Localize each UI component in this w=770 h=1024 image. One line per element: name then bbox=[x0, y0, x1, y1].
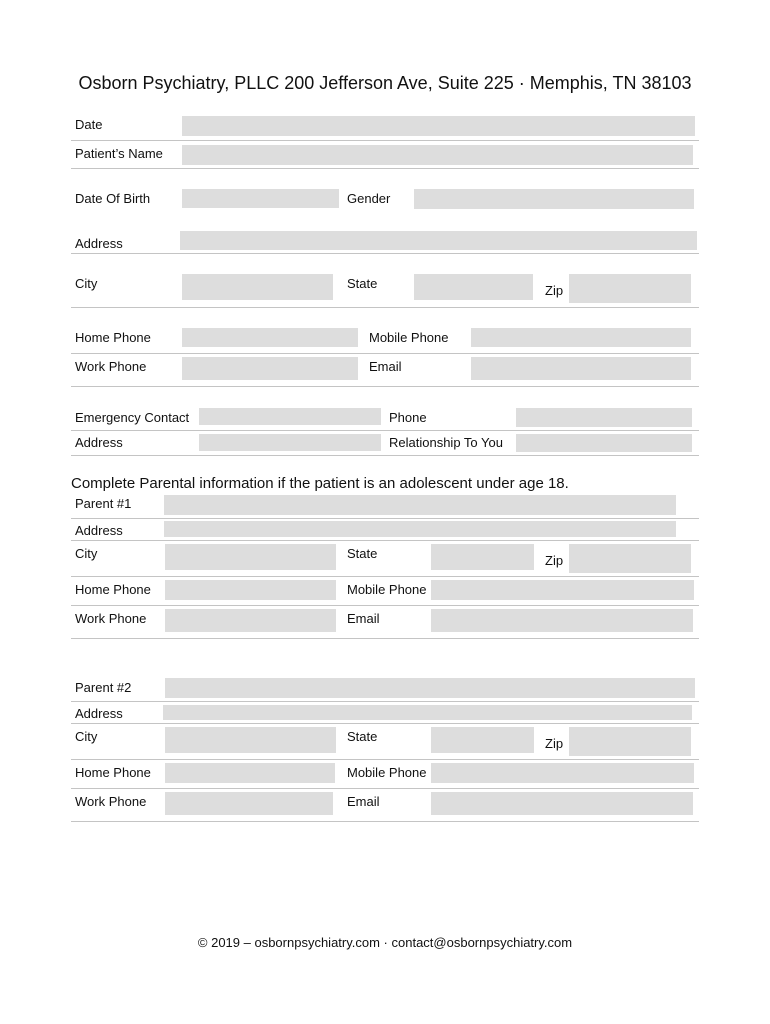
parental-note: Complete Parental information if the patient is an adolescent under age 18. bbox=[71, 475, 569, 492]
divider bbox=[71, 821, 699, 822]
gender-label: Gender bbox=[347, 191, 391, 206]
emergency-phone-field[interactable] bbox=[516, 408, 692, 427]
emergency-phone-label: Phone bbox=[389, 410, 427, 425]
gender-field[interactable] bbox=[414, 189, 694, 209]
divider bbox=[71, 605, 699, 606]
emergency-contact-label: Emergency Contact bbox=[75, 410, 190, 425]
parent2-address-field[interactable] bbox=[163, 705, 692, 720]
divider bbox=[71, 140, 699, 141]
divider bbox=[71, 307, 699, 308]
parent1-zip-field[interactable] bbox=[569, 544, 691, 573]
address-field[interactable] bbox=[180, 231, 697, 250]
divider bbox=[71, 540, 699, 541]
parent2-address-label: Address bbox=[75, 706, 123, 721]
parent2-work-phone-label: Work Phone bbox=[75, 794, 147, 809]
parent1-label: Parent #1 bbox=[75, 496, 132, 511]
page-title: Osborn Psychiatry, PLLC 200 Jefferson Ave, Suite 225 · Memphis, TN 38103 bbox=[78, 73, 692, 93]
parent1-name-field[interactable] bbox=[164, 495, 676, 515]
divider bbox=[71, 701, 699, 702]
work-phone-label: Work Phone bbox=[75, 359, 147, 374]
divider bbox=[71, 430, 699, 431]
parent1-address-label: Address bbox=[75, 523, 123, 538]
parent2-work-phone-field[interactable] bbox=[165, 792, 333, 815]
parent1-email-label: Email bbox=[347, 611, 380, 626]
divider bbox=[71, 168, 699, 169]
parent1-mobile-phone-field[interactable] bbox=[431, 580, 694, 600]
parent1-home-phone-field[interactable] bbox=[165, 580, 336, 600]
parent2-label: Parent #2 bbox=[75, 680, 132, 695]
parent2-email-field[interactable] bbox=[431, 792, 693, 815]
mobile-phone-field[interactable] bbox=[471, 328, 691, 347]
parent1-city-label: City bbox=[75, 546, 98, 561]
divider bbox=[71, 759, 699, 760]
home-phone-field[interactable] bbox=[182, 328, 358, 347]
parent1-state-label: State bbox=[347, 546, 378, 561]
emergency-contact-field[interactable] bbox=[199, 408, 381, 425]
footer-text: © 2019 – osbornpsychiatry.com · contact@osbornpsychiatry.com bbox=[197, 935, 573, 950]
parent2-city-label: City bbox=[75, 729, 98, 744]
divider bbox=[71, 576, 699, 577]
emergency-address-field[interactable] bbox=[199, 434, 381, 451]
parent2-mobile-phone-label: Mobile Phone bbox=[347, 765, 427, 780]
divider bbox=[71, 455, 699, 456]
parent2-home-phone-field[interactable] bbox=[165, 763, 335, 783]
parent1-email-field[interactable] bbox=[431, 609, 693, 632]
mobile-phone-label: Mobile Phone bbox=[369, 330, 449, 345]
emergency-address-label: Address bbox=[75, 435, 123, 450]
patient-name-label: Patient’s Name bbox=[75, 146, 163, 161]
dob-field[interactable] bbox=[182, 189, 339, 208]
divider bbox=[71, 723, 699, 724]
parent2-mobile-phone-field[interactable] bbox=[431, 763, 694, 783]
city-field[interactable] bbox=[182, 274, 333, 300]
parent2-state-label: State bbox=[347, 729, 378, 744]
parent1-work-phone-label: Work Phone bbox=[75, 611, 147, 626]
divider bbox=[71, 788, 699, 789]
parent2-city-field[interactable] bbox=[165, 727, 336, 753]
email-field[interactable] bbox=[471, 357, 691, 380]
state-label: State bbox=[347, 276, 378, 291]
date-field[interactable] bbox=[182, 116, 695, 136]
divider bbox=[71, 386, 699, 387]
parent1-state-field[interactable] bbox=[431, 544, 534, 570]
parent2-home-phone-label: Home Phone bbox=[75, 765, 151, 780]
date-label: Date bbox=[75, 117, 103, 132]
parent2-name-field[interactable] bbox=[165, 678, 695, 698]
parent1-address-field[interactable] bbox=[164, 521, 676, 537]
address-label: Address bbox=[75, 236, 123, 251]
work-phone-field[interactable] bbox=[182, 357, 358, 380]
divider bbox=[71, 253, 699, 254]
parent2-state-field[interactable] bbox=[431, 727, 534, 753]
parent2-zip-field[interactable] bbox=[569, 727, 691, 756]
parent1-zip-label: Zip bbox=[545, 553, 564, 568]
patient-name-field[interactable] bbox=[182, 145, 693, 165]
parent1-work-phone-field[interactable] bbox=[165, 609, 336, 632]
parent2-zip-label: Zip bbox=[545, 736, 564, 751]
parent1-home-phone-label: Home Phone bbox=[75, 582, 151, 597]
divider bbox=[71, 638, 699, 639]
parent1-city-field[interactable] bbox=[165, 544, 336, 570]
divider bbox=[71, 518, 699, 519]
city-label: City bbox=[75, 276, 98, 291]
relationship-field[interactable] bbox=[516, 434, 692, 452]
state-field[interactable] bbox=[414, 274, 533, 300]
email-label: Email bbox=[369, 359, 402, 374]
parent1-mobile-phone-label: Mobile Phone bbox=[347, 582, 427, 597]
divider bbox=[71, 353, 699, 354]
relationship-label: Relationship To You bbox=[389, 435, 503, 450]
dob-label: Date Of Birth bbox=[75, 191, 151, 206]
home-phone-label: Home Phone bbox=[75, 330, 151, 345]
zip-field[interactable] bbox=[569, 274, 691, 303]
zip-label: Zip bbox=[545, 283, 564, 298]
parent2-email-label: Email bbox=[347, 794, 380, 809]
